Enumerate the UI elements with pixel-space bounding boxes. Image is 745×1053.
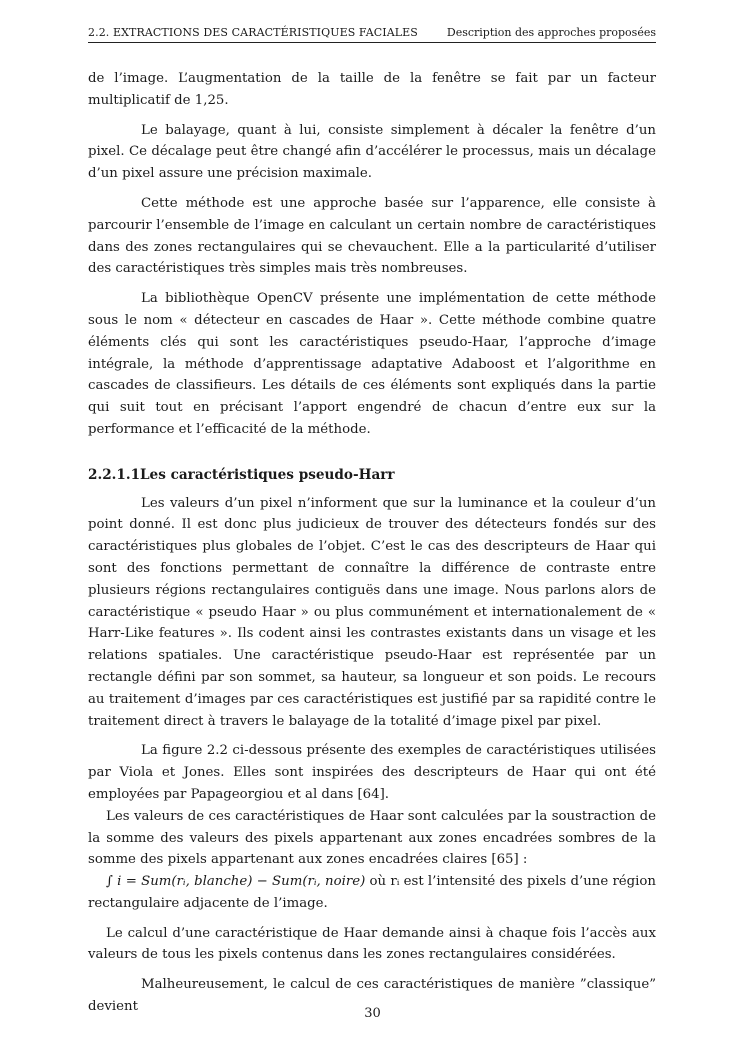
formula-line	[88, 871, 656, 915]
section-heading	[88, 465, 656, 487]
paragraph: Le calcul d’une caractéristique de Haar demande ainsi à chaque fois l’accès aux valeurs de tous les pixels contenus dans les zones rectangulaires considérées.	[88, 925, 656, 963]
paragraph: Les valeurs de ces caractéristiques de Haar sont calculées par la soustraction de la somme des valeurs des pixels appartenant aux zones encadrées sombres de la somme des pixels appartenant aux zones encadrées claires [65] :	[88, 808, 656, 868]
section-title: Les caractéristiques pseudo-Harr	[140, 466, 395, 483]
section-number: 2.2.1.1	[88, 466, 141, 483]
formula-description: où rᵢ est l’intensité des pixels d’une région rectangulaire adjacente de l’image.	[88, 874, 657, 911]
paragraph: Les valeurs d’un pixel n’informent que sur la luminance et la couleur d’un point donné. Il est donc plus judicieux de trouver des détecteurs fondés sur des caractéristiques plus globales de l’objet. C’est le cas des descripteurs de Haar qui sont des fonctions permettant de connaître la différence de contraste entre plusieurs régions rectangulaires contiguës dans une image. Nous parlons alors de caractéristique « pseudo Haar » ou plus communément et internationalement de « Harr-Like features ». Ils codent ainsi les contrastes existants dans un visage et les relations spatiales. Une caractéristique pseudo-Haar est représentée par un rectangle défini par son sommet, sa hauteur, sa longueur et son poids. Le recours au traitement d’images par ces caractéristiques est justifié par sa rapidité contre le traitement direct à travers le balayage de la totalité d’image pixel par pixel.	[88, 495, 656, 729]
paragraph: La bibliothèque OpenCV présente une implémentation de cette méthode sous le nom « détecteur en cascades de Haar ». Cette méthode combine quatre éléments clés qui sont les caractéristiques pseudo-Haar, l’approche d’image intégrale, la méthode d’apprentissage adaptative Adaboost et l’algorithme en cascades de classifieurs. Les détails de ces éléments sont expliqués dans la partie qui suit tout en précisant l’apport engendré de chacun d’entre eux sur la performance et l’efficacité de la méthode.	[88, 291, 656, 437]
paragraph: de l’image. L’augmentation de la taille de la fenêtre se fait par un facteur multiplicatif de 1,25.	[88, 71, 656, 108]
header-chapter-title: 2.2. EXTRACTIONS DES CARACTÉRISTIQUES FACIALES	[88, 26, 418, 39]
page-body	[88, 68, 656, 1026]
page-number: 30	[364, 1006, 381, 1021]
paragraph: Cette méthode est une approche basée sur l’apparence, elle consiste à parcourir l’ensemble de l’image en calculant un certain nombre de caractéristiques dans des zones rectangulaires qui se chevauchent. Elle a la particularité d’utiliser des caractéristiques très simples mais très nombreuses.	[88, 195, 656, 277]
header-section-title: Description des approches proposées	[446, 26, 656, 39]
paragraph: Le balayage, quant à lui, consiste simplement à décaler la fenêtre d’un pixel. Ce décalage peut être changé afin d’accélérer le processus, mais un décalage d’un pixel assure une précision maximale.	[88, 122, 656, 182]
running-header	[88, 24, 656, 43]
formula: ∫ i = Sum(rᵢ, blanche) − Sum(rᵢ, noire)	[106, 874, 366, 890]
paragraph: La figure 2.2 ci-dessous présente des exemples de caractéristiques utilisées par Viola et Jones. Elles sont inspirées des descripteurs de Haar qui ont été employées par Papageorgiou et al dans [64].	[88, 743, 656, 802]
paragraph: Malheureusement, le calcul de ces caractéristiques de manière ”classique” devient	[88, 977, 656, 1015]
